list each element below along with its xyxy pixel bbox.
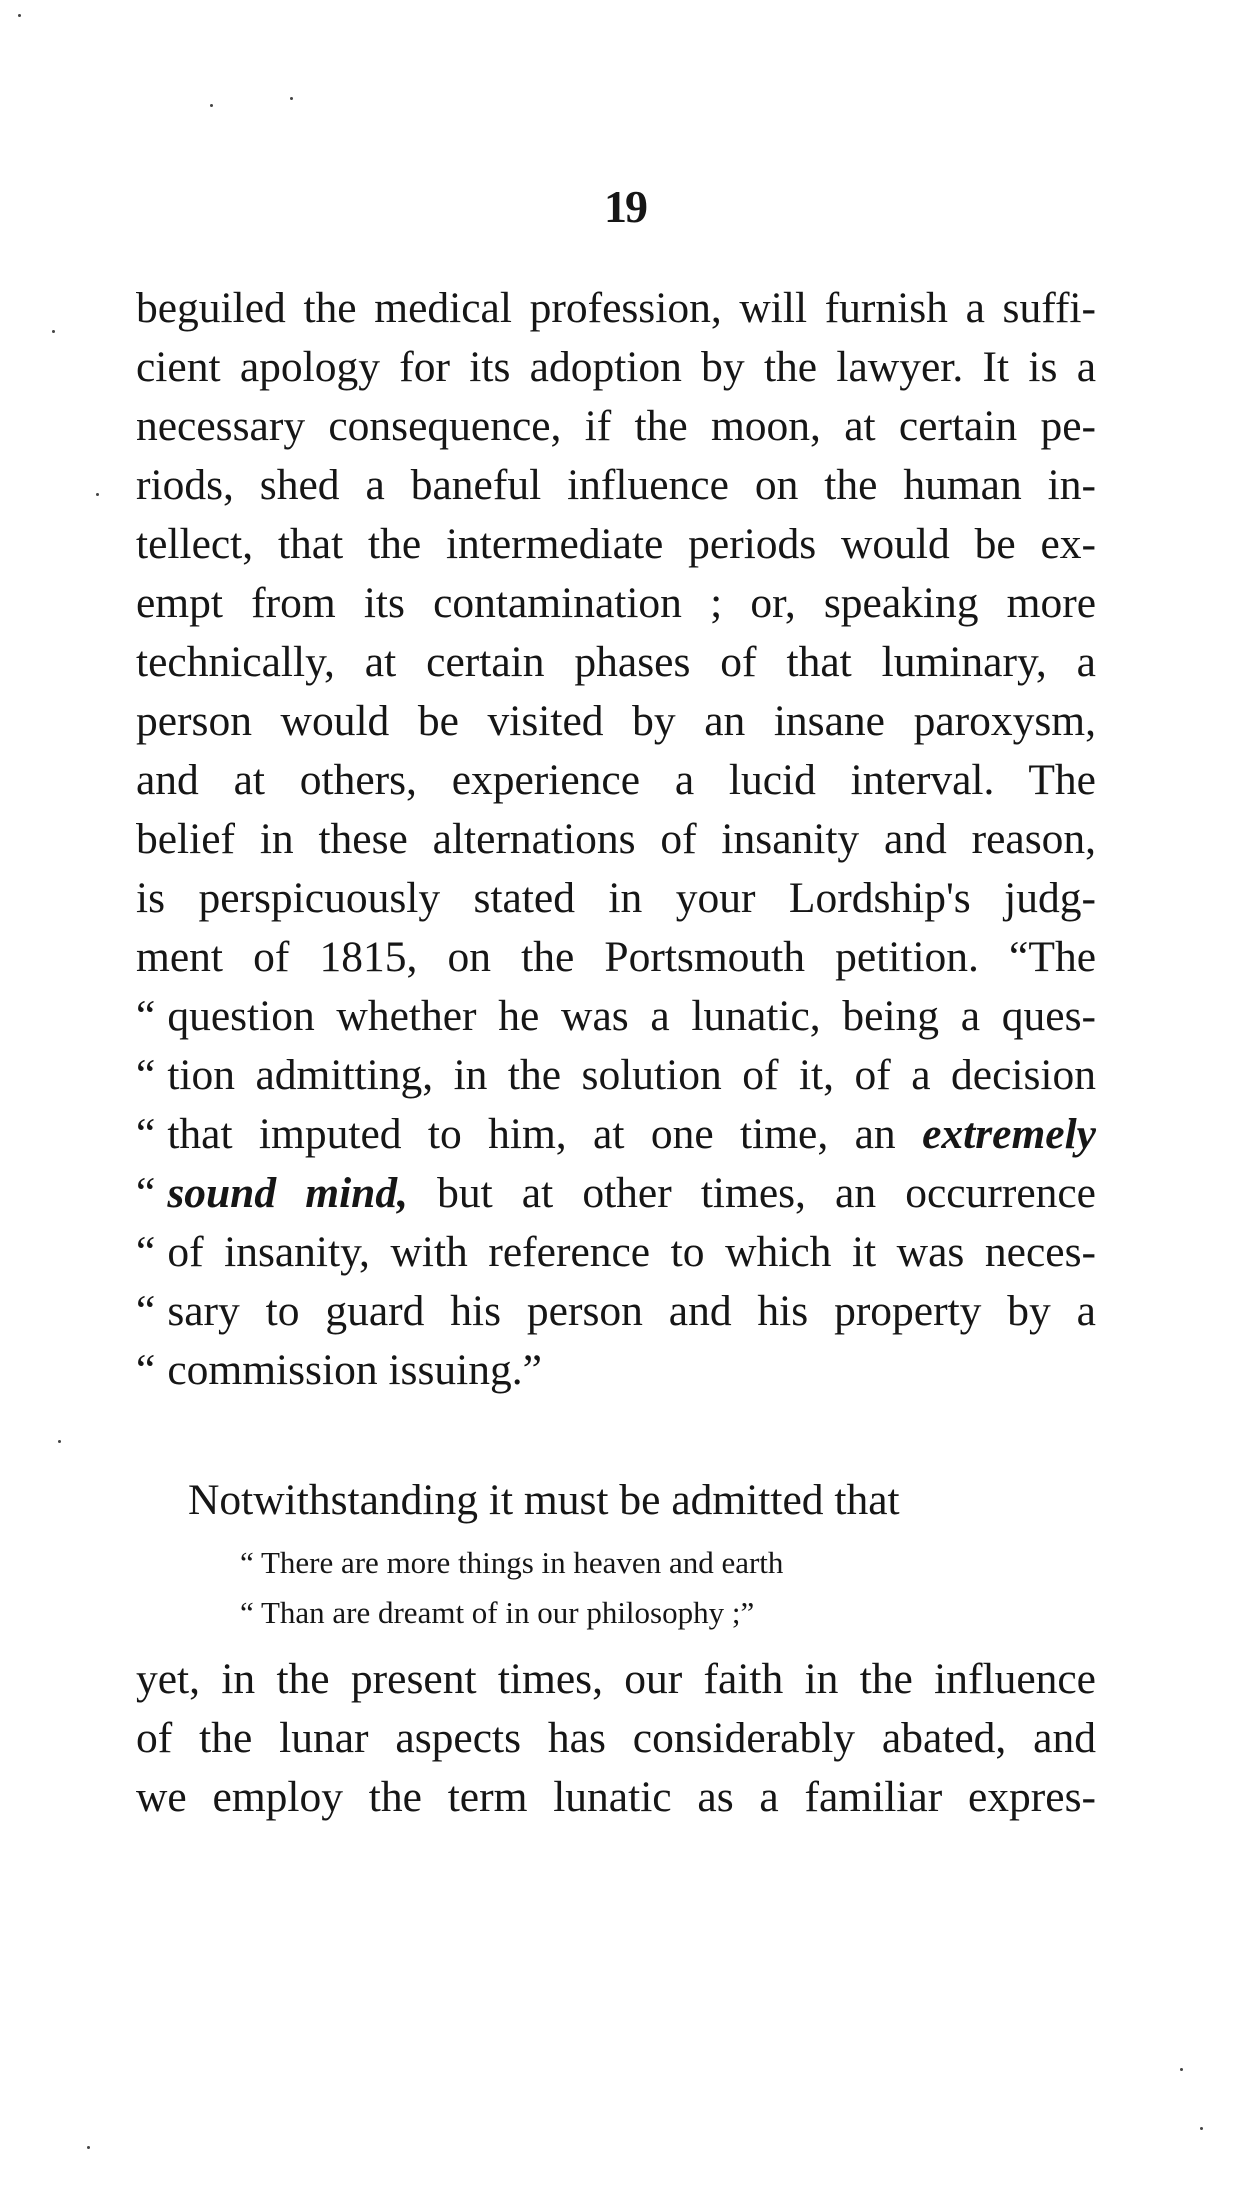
text-line: yet, in the present times, our faith in the influence	[136, 1655, 1096, 1703]
quoted-judgment-line	[136, 1223, 1096, 1282]
quoted-judgment-line	[136, 1282, 1096, 1341]
quoted-judgment-line	[136, 987, 1096, 1046]
page-number: 19	[604, 181, 646, 232]
text-line: riods, shed a baneful influence on the human in-	[136, 461, 1096, 509]
quoted-judgment-line	[136, 1164, 1096, 1223]
print-speck	[1180, 2068, 1183, 2071]
print-speck	[210, 104, 213, 107]
quote-mark: “	[136, 992, 156, 1040]
text-line: cient apology for its adoption by the lawyer. It is a	[136, 343, 1096, 391]
print-speck	[1200, 2127, 1203, 2130]
quote-text: that imputed to him, at one time, an	[167, 1110, 923, 1158]
quote-mark: “	[136, 1346, 156, 1394]
quoted-judgment-line	[136, 1105, 1096, 1164]
text-line: Notwithstanding it must be admitted that	[188, 1476, 900, 1524]
quote-text: of insanity, with reference to which it was neces-	[167, 1228, 1096, 1276]
second-paragraph	[136, 1650, 1096, 1827]
text-line: and at others, experience a lucid interval. The	[136, 756, 1096, 804]
text-line: belief in these alternations of insanity and reason,	[136, 815, 1096, 863]
quote-mark: “	[136, 1169, 156, 1217]
quote-mark: “	[136, 1110, 156, 1158]
text-line: necessary consequence, if the moon, at certain pe-	[136, 402, 1096, 450]
quoted-judgment-line	[136, 1046, 1096, 1105]
print-speck	[52, 330, 55, 333]
quote-mark: “	[136, 1228, 156, 1276]
quote-mark: “	[136, 1287, 156, 1335]
print-speck	[290, 97, 293, 100]
emphasis-text: sound mind,	[167, 1169, 408, 1217]
quote-text: question whether he was a lunatic, being a ques-	[167, 992, 1096, 1040]
quote-text: sary to guard his person and his property by a	[167, 1287, 1096, 1335]
quote-text: commission issuing.”	[167, 1346, 542, 1394]
verse-line: “ There are more things in heaven and earth	[240, 1545, 784, 1580]
text-line: technically, at certain phases of that luminary, a	[136, 638, 1096, 686]
main-paragraph	[136, 279, 1096, 1400]
text-line: empt from its contamination ; or, speaking more	[136, 579, 1096, 627]
print-speck	[87, 2146, 90, 2149]
quote-mark: “	[136, 1051, 156, 1099]
text-line: person would be visited by an insane paroxysm,	[136, 697, 1096, 745]
second-paragraph-intro	[136, 1471, 1096, 1530]
quote-text: tion admitting, in the solution of it, of a decision	[167, 1051, 1096, 1099]
quote-text: but at other times, an occurrence	[407, 1169, 1096, 1217]
print-speck	[96, 493, 99, 496]
text-line: beguiled the medical profession, will furnish a suffi-	[136, 284, 1096, 332]
text-line: of the lunar aspects has considerably abated, and	[136, 1714, 1096, 1762]
print-speck	[58, 1440, 61, 1443]
verse-line: “ Than are dreamt of in our philosophy ;”	[240, 1595, 755, 1630]
text-line: tellect, that the intermediate periods would be ex-	[136, 520, 1096, 568]
text-line: is perspicuously stated in your Lordship's judg-	[136, 874, 1096, 922]
print-speck	[18, 14, 21, 17]
quoted-judgment-line	[136, 1341, 1096, 1400]
text-line: we employ the term lunatic as a familiar expres-	[136, 1773, 1096, 1821]
text-line: ment of 1815, on the Portsmouth petition. “The	[136, 933, 1096, 981]
emphasis-text: extremely	[922, 1110, 1096, 1158]
